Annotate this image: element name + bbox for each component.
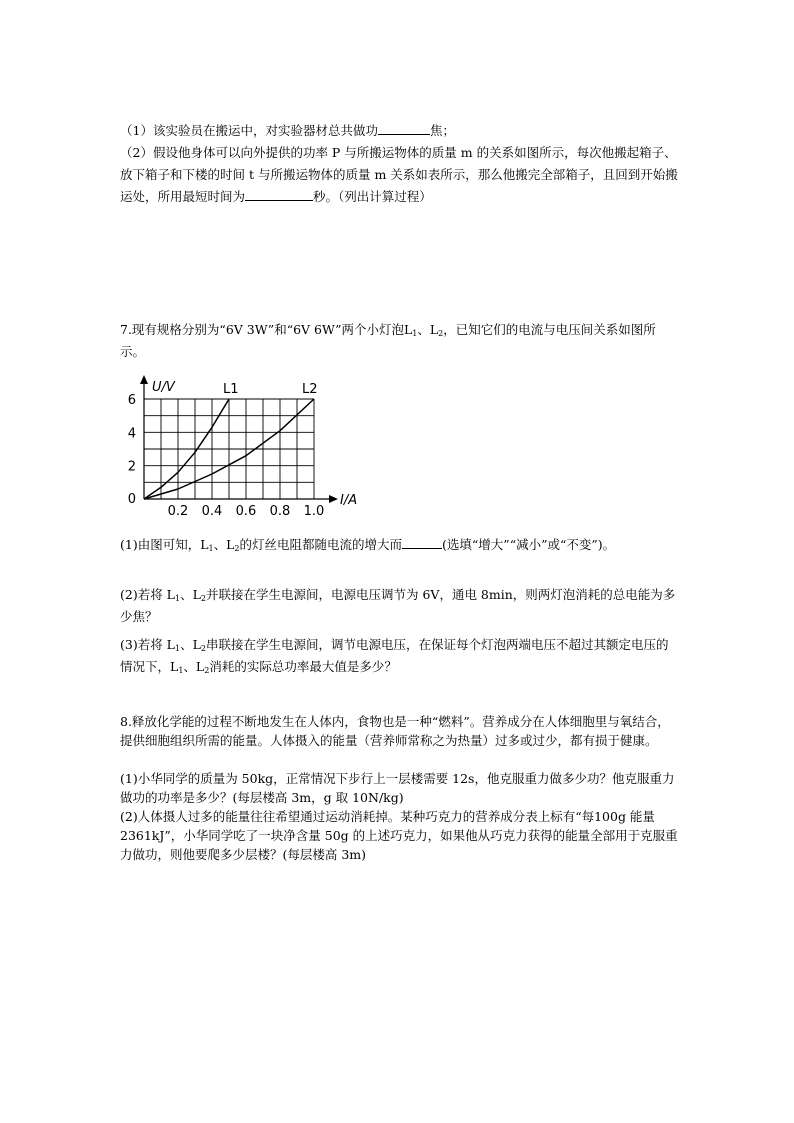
q7-part3 (120, 634, 680, 678)
q7-part1 (120, 534, 680, 556)
q8-part2: (2)人体摄人过多的能量往往希望通过运动消耗掉。某种巧克力的营养成分表上标有“每100g 能量 2361kJ”，小华同学吃了一块净含量 50g 的上述巧克力，如果他从巧克力获得的能量全部用于克服重力做功，则他要爬多少层楼？(每层楼高 3m) (120, 809, 678, 862)
q7-part3-text: (3)若将 L (120, 637, 175, 652)
q7-part2-text-b: 并联接在学生电源间，电源电压调节为 6V，通电 8min，则两灯泡消耗的总电能为多少焦？ (120, 587, 676, 624)
sep: 、L (183, 659, 205, 674)
sub-2: 2 (234, 544, 240, 553)
q7-intro-text: 7.现有规格分别为“6V 3W”和“6V 6W”两个小灯泡L (120, 322, 413, 337)
sub-1: 1 (412, 329, 418, 338)
q7-part1-text-c: (选填“增大”“减小”或“不变”)。 (442, 537, 616, 552)
sub-1: 1 (178, 666, 184, 675)
q6-part2 (120, 142, 680, 208)
q6-part1-suffix: 焦； (429, 123, 455, 138)
sep: 、L (180, 587, 201, 602)
q7-part2-text: (2)若将 L (120, 587, 175, 602)
q6-part2-suffix: 秒。（列出计算过程） (313, 189, 432, 204)
sub-2: 2 (438, 329, 444, 338)
q7-part1-text-b: 的灯丝电阻都随电流的增大而 (239, 537, 403, 552)
sub-2: 2 (200, 644, 206, 653)
q7-part1-text: (1)由图可知，L (120, 537, 209, 552)
q7-intro-end: ，已知它们的电流与电压间关系如图所示。 (120, 322, 656, 359)
sep: 、L (213, 537, 235, 552)
sub-1: 1 (174, 594, 181, 603)
q8-intro: 8.释放化学能的过程不断地发生在人体内，食物也是一种“燃料”。营养成分在人体细胞里与氧结合，提供细胞组织所需的能量。人体摄入的能量（营养师常称之为热量）过多或过少，都有损于健康。 (120, 714, 670, 748)
y-tick-label: 6 (127, 393, 136, 408)
series-label-l2: L2 (302, 382, 318, 397)
x-tick-label: 0.8 (269, 504, 291, 519)
series-label-l1: L1 (223, 382, 239, 397)
iv-chart (118, 372, 358, 522)
y-axis-arrow (140, 375, 148, 384)
q6-part1-text: （1）该实验员在搬运中，对实验器材总共做功 (120, 123, 378, 138)
y-tick-label: 4 (127, 426, 136, 442)
y-tick-label: 2 (127, 459, 136, 475)
q7-part1-blank[interactable] (402, 534, 442, 549)
x-axis-label: I/A (340, 493, 358, 508)
q8-part1: (1)小华同学的质量为 50kg，正常情况下步行上一层楼需要 12s，他克服重力做多少功？他克服重力做功的功率是多少？(每层楼高 3m，g 取 10N/kg) (120, 771, 675, 805)
chart-grid (144, 399, 314, 499)
sub-2: 2 (200, 594, 206, 603)
q7-part2 (120, 584, 680, 628)
q7-part3-text-b: 串联接在学生电源间，调节电源电压，在保证每个灯泡两端电压不超过其额定电压的情况下，L (120, 637, 669, 674)
x-tick-label: 1.0 (303, 504, 325, 519)
q6-part2-text: （2）假设他身体可以向外提供的功率 P 与所搬运物体的质量 m 的关系如图所示，每次他搬起箱子、放下箱子和下楼的时间 t 与所搬运物体的质量 m 关系如表所示，那么他搬完全部箱子，且回到开始搬运处，所用最短时间为 (120, 145, 678, 204)
q7-intro (120, 319, 680, 363)
x-tick-label: 0.6 (235, 504, 257, 519)
sub-2: 2 (204, 666, 210, 675)
sep: 、L (180, 637, 201, 652)
chart-ticks (128, 393, 325, 519)
q6-part2-blank[interactable] (245, 186, 313, 201)
x-axis-arrow (329, 495, 338, 503)
sep: 、L (417, 322, 439, 337)
y-tick-label: 0 (127, 492, 136, 507)
q6-part1-blank[interactable] (378, 120, 430, 135)
q6-part1 (120, 120, 680, 142)
q7-part3-text-c: 消耗的实际总功率最大值是多少？ (209, 659, 397, 674)
x-tick-label: 0.2 (167, 504, 189, 519)
sub-1: 1 (208, 544, 214, 553)
x-tick-label: 0.4 (201, 504, 223, 519)
y-axis-label: U/V (152, 380, 175, 395)
sub-1: 1 (174, 644, 181, 653)
